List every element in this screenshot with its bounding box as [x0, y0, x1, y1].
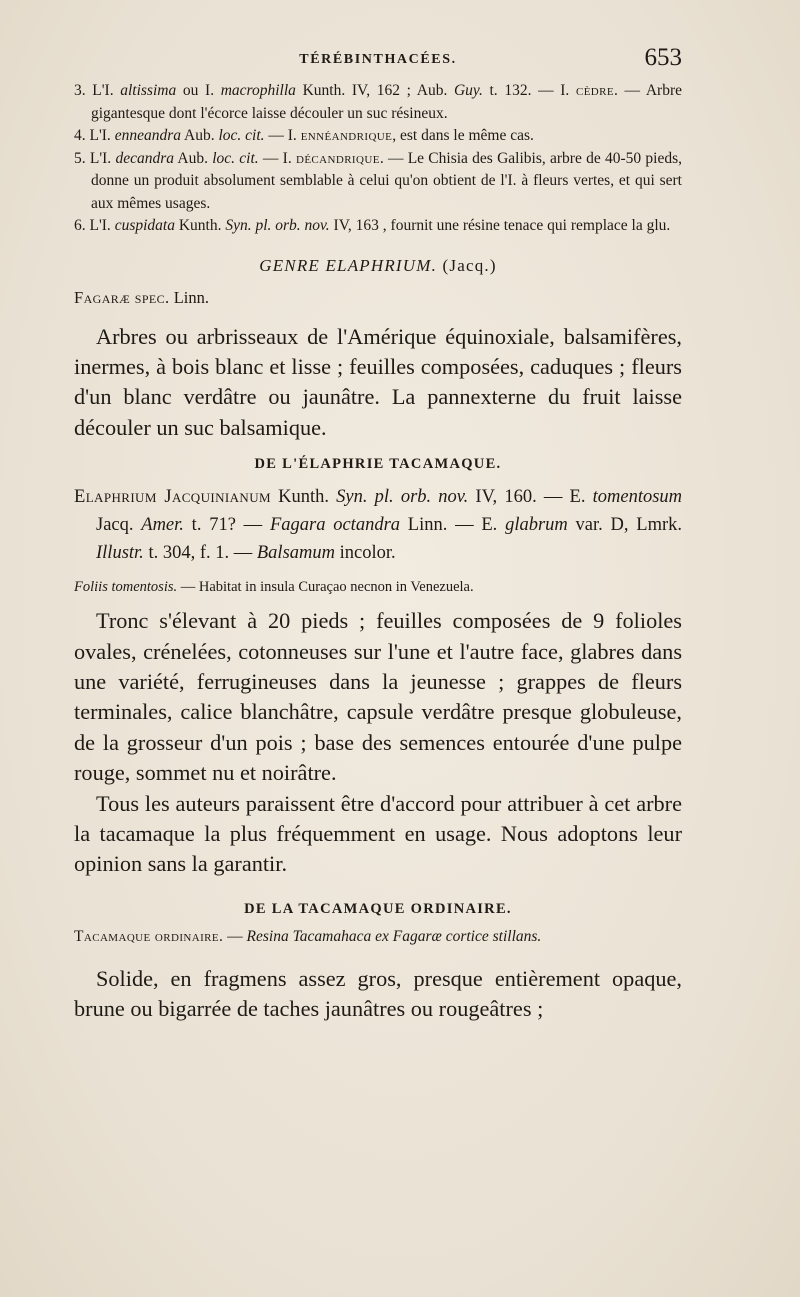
text-run: IV, 160. — E.: [468, 487, 593, 508]
text-run: , est dans le même cas.: [392, 127, 534, 144]
page-content: [74, 44, 682, 1025]
genus-synonym-author: Linn.: [169, 287, 210, 307]
text-run: Jacq.: [96, 515, 142, 536]
section-heading-elaphrie: DE L'ÉLAPHRIE TACAMAQUE.: [254, 456, 502, 473]
small-caps-run: ennéandrique: [300, 127, 393, 144]
entry-text: [86, 82, 682, 122]
genus-author: (Jacq.): [442, 255, 497, 275]
entry-text: [86, 217, 671, 234]
italic-run: Balsamum: [256, 543, 335, 564]
text-run: t. 132. — I.: [482, 82, 576, 99]
italic-run: glabrum: [505, 515, 568, 536]
italic-run: Illustr.: [96, 543, 144, 564]
small-caps-run: cèdre: [575, 82, 615, 99]
text-run: ou I.: [176, 82, 221, 99]
italic-run: tomentosum: [592, 487, 683, 508]
habitat-diagnosis: Foliis tomentosis.: [74, 579, 178, 596]
species-entry-4: [74, 125, 682, 148]
italic-run: Fagara octandra: [269, 515, 401, 536]
italic-run: loc. cit.: [212, 149, 259, 167]
text-run: L'I.: [85, 149, 116, 167]
entry-number: 4.: [74, 127, 86, 144]
genus-synonym: [74, 288, 682, 308]
italic-run: Guy.: [453, 82, 483, 99]
entry-number: 6.: [74, 217, 86, 234]
tacamaque-dash: —: [223, 927, 247, 945]
text-run: var. D, Lmrk.: [567, 515, 683, 536]
text-run: Linn. — E.: [400, 515, 506, 536]
text-run: — I.: [264, 127, 301, 144]
text-run: t. 71? —: [183, 515, 270, 536]
running-head: [74, 44, 682, 80]
text-run: Kunth. IV, 162 ; Aub.: [295, 82, 454, 99]
text-run: L'I.: [85, 127, 115, 144]
text-run: . — Le Chisia des Galibis, arbre de 40-50 pieds, donne un produit absolument semblable à celui qu'on obtient de l'I. à fleurs vertes, et qui sert aux mêmes usages.: [91, 149, 682, 212]
text-run: Aub.: [173, 149, 213, 167]
italic-run: altissima: [120, 82, 177, 99]
italic-run: Syn. pl. orb. nov.: [225, 217, 330, 234]
text-run: — I.: [258, 149, 296, 167]
italic-run: cuspidata: [114, 217, 175, 234]
tacamaque-synonym-line: [74, 928, 682, 946]
text-run: . — Arbre gigantesque dont l'écorce laisse découler un suc résineux.: [91, 82, 682, 122]
section-heading-tacamaque: DE LA TACAMAQUE ORDINAIRE.: [244, 900, 512, 917]
text-run: Kunth.: [270, 487, 337, 508]
italic-run: loc. cit.: [218, 127, 265, 144]
description-paragraph-2: Tous les auteurs paraissent être d'accord pour attribuer à cet arbre la tacamaque la plus fréquemment en usage. Nous adoptons leur opinion sans la garantir.: [74, 790, 682, 877]
text-run: IV, 163 , fournit une résine tenace qui remplace la glu.: [329, 217, 671, 234]
species-synonymy: [74, 483, 682, 567]
description-paragraph-1: Tronc s'élevant à 20 pieds ; feuilles composées de 9 folioles ovales, crénelées, cotonneuses sur l'une et l'autre face, glabres dans une variété, ferrugineuses dans la jeunesse ; grappes de fleurs terminales, calice blanchâtre, capsule verdâtre presque globuleuse, de la grosseur d'un pois ; base des semences entourée d'une pulpe rouge, sommet nu et noirâtre.: [74, 608, 682, 786]
species-entry-3: [74, 80, 682, 125]
small-caps-run: Elaphrium Jacquinianum: [74, 487, 271, 508]
species-entry-5: [74, 148, 682, 216]
tacamaque-latin: Resina Tacamahaca ex Fagaræ cortice stillans.: [246, 927, 542, 945]
genus-synonym-name: Fagaræ spec.: [74, 287, 170, 307]
species-list: [74, 80, 682, 238]
habitat-note: [74, 579, 682, 596]
text-run: Aub.: [180, 127, 219, 144]
text-run: Kunth.: [174, 217, 226, 234]
genus-description: Arbres ou arbrisseaux de l'Amérique équinoxiale, balsamifères, inermes, à bois blanc et lisse ; feuilles composées, caduques ; fleurs d'un blanc verdâtre ou jaunâtre. La pannexterne du fruit laisse découler un suc balsamique.: [74, 323, 682, 440]
habitat-text: — Habitat in insula Curaçao necnon in Venezuela.: [177, 579, 474, 596]
genus-name: GENRE ELAPHRIUM.: [259, 255, 438, 275]
italic-run: decandra: [115, 149, 174, 167]
italic-run: Amer.: [141, 515, 184, 536]
text-run: t. 304, f. 1. —: [143, 543, 257, 564]
tacamaque-description: Solide, en fragmens assez gros, presque entièrement opaque, brune ou bigarrée de taches jaunâtres ou rougeâtres ;: [74, 965, 682, 1022]
tacamaque-name: Tacamaque ordinaire.: [74, 927, 224, 945]
species-entry-6: [74, 215, 682, 238]
running-head-title: TÉRÉBINTHACÉES.: [299, 52, 457, 67]
text-run: L'I.: [85, 217, 115, 234]
text-run: incolor.: [335, 543, 396, 564]
genus-heading: [74, 256, 682, 276]
entry-text: [86, 127, 534, 144]
small-caps-run: décandrique: [295, 149, 380, 167]
text-run: L'I.: [85, 82, 121, 99]
entry-text: [86, 150, 682, 212]
page-number: 653: [644, 44, 682, 71]
entry-number: 5.: [74, 149, 86, 167]
entry-number: 3.: [74, 82, 86, 99]
italic-run: Syn. pl. orb. nov.: [336, 487, 469, 508]
italic-run: enneandra: [114, 127, 181, 144]
italic-run: macrophilla: [220, 82, 296, 99]
